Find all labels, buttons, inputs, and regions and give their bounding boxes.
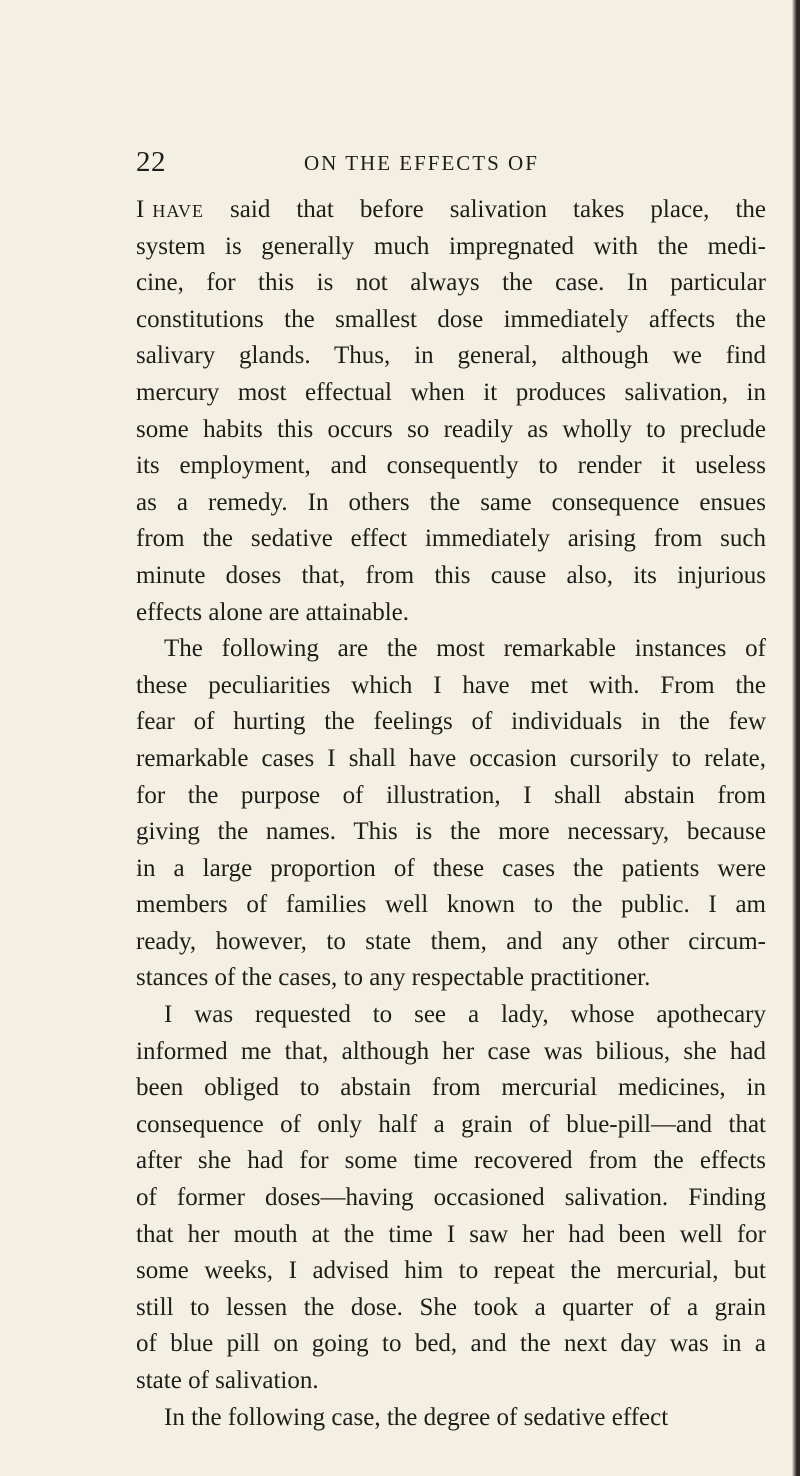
text-line: some habits this occurs so readily as wholly to preclude: [136, 415, 766, 443]
text-line: salivary glands. Thus, in general, although we find: [136, 342, 766, 370]
text-line: that her mouth at the time I saw her had been well for: [136, 1220, 766, 1248]
paragraph-lead-smallcaps: have: [152, 196, 204, 223]
text-line: effects alone are attainable.: [136, 598, 409, 626]
text-line: constitutions the smallest dose immediately affects the: [136, 305, 766, 333]
text-line: In the following case, the degree of sedative effect: [164, 1403, 669, 1431]
text-line: as a remedy. In others the same consequence ensues: [136, 488, 766, 516]
page-number: 22: [136, 146, 166, 178]
running-head-title: ON THE EFFECTS OF: [304, 151, 539, 175]
text-line: remarkable cases I shall have occasion cursorily to relate,: [136, 744, 766, 772]
text-line: ready, however, to state them, and any other circum-: [136, 927, 766, 955]
text-line: stances of the cases, to any respectable practitioner.: [136, 964, 651, 992]
text-line: state of salivation.: [136, 1367, 319, 1394]
body-text: [136, 192, 766, 1436]
text-line: cine, for this is not always the case. In particular: [136, 269, 766, 297]
text-line: consequence of only half a grain of blue-pill—and that: [136, 1110, 766, 1138]
text-line: system is generally much impregnated with the medi-: [136, 232, 766, 260]
text-line: informed me that, although her case was bilious, she had: [136, 1037, 766, 1065]
paragraph-lead-letter: I: [136, 196, 145, 223]
text-line: been obliged to abstain from mercurial medicines, in: [136, 1074, 766, 1102]
text-line: minute doses that, from this cause also, its injurious: [136, 561, 766, 589]
text-line: for the purpose of illustration, I shall abstain from: [136, 781, 766, 809]
text-line: The following are the most remarkable instances of: [164, 635, 766, 663]
text-line: mercury most effectual when it produces salivation, in: [136, 378, 766, 406]
text-line: in a large proportion of these cases the patients were: [136, 854, 766, 882]
text-line: after she had for some time recovered from the effects: [136, 1147, 766, 1175]
text-line: giving the names. This is the more necessary, because: [136, 818, 766, 846]
text-line: its employment, and consequently to render it useless: [136, 452, 766, 480]
text-line: still to lessen the dose. She took a quarter of a grain: [136, 1293, 766, 1321]
paragraph-1-line-1: I have said that before salivation takes place, the: [136, 196, 767, 223]
text-line: of blue pill on going to bed, and the next day was in a: [136, 1330, 766, 1358]
page-edge-shadow: [792, 0, 800, 1476]
text-line: members of families well known to the public. I am: [136, 891, 766, 919]
running-head: [136, 146, 776, 178]
text-line: I was requested to see a lady, whose apothecary: [164, 1001, 766, 1029]
text-line: of former doses—having occasioned salivation. Finding: [136, 1184, 766, 1212]
text-line: these peculiarities which I have met with. From the: [136, 671, 766, 699]
text-line: fear of hurting the feelings of individuals in the few: [136, 708, 766, 736]
text-line: some weeks, I advised him to repeat the mercurial, but: [136, 1257, 766, 1285]
text-line: from the sedative effect immediately arising from such: [136, 525, 766, 553]
